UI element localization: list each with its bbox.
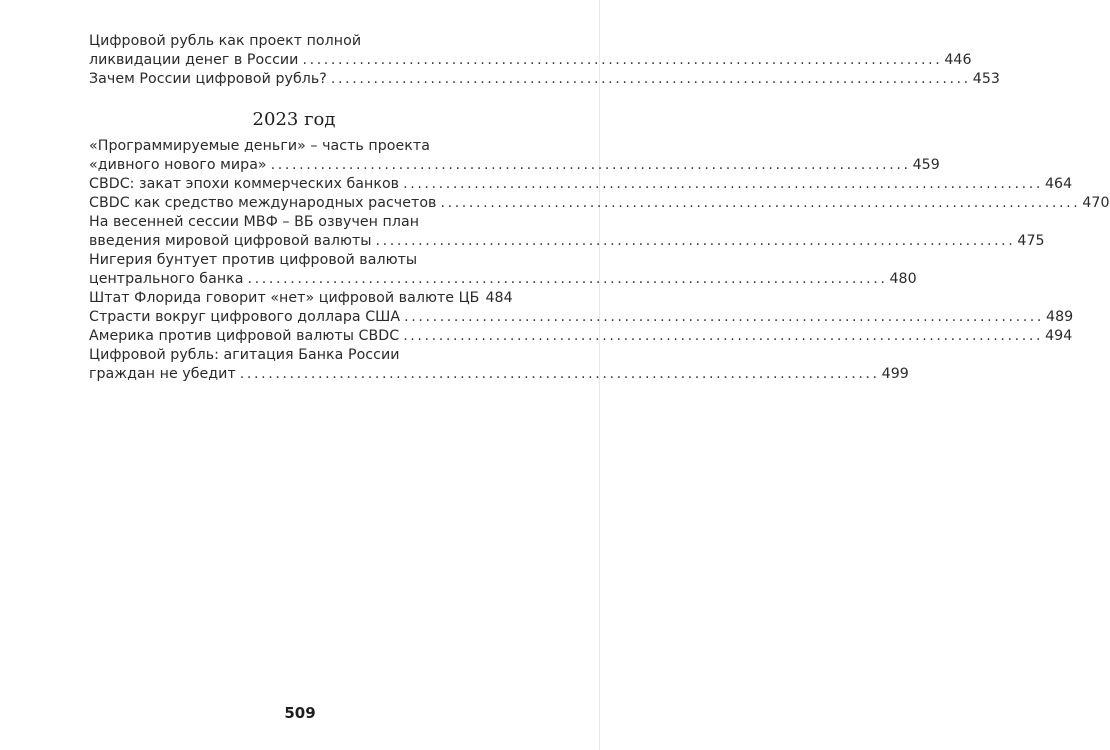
toc-entry: [89, 175, 1073, 194]
toc-entry-title-line: «дивного нового мира»: [89, 157, 267, 173]
toc-entry-title-line: «Программируемые деньги» – часть проекта: [89, 138, 430, 154]
dot-leader: ..........................................................................................: [440, 195, 1081, 211]
toc-entry-title-line: Страсти вокруг цифрового доллара США: [89, 309, 401, 325]
dot-leader: ..........................................................................................: [270, 157, 911, 173]
toc-entry-title-line: граждан не убедит: [89, 366, 236, 382]
toc-entry: [89, 251, 917, 289]
dot-leader: ..........................................................................................: [247, 271, 888, 287]
section-heading: 2023 год: [252, 109, 336, 130]
toc-entry: [89, 194, 1110, 213]
toc-entry-page: 446: [944, 52, 972, 68]
toc-entry-page: 470: [1082, 195, 1110, 211]
toc-entry: [89, 70, 1001, 89]
toc-entry-title-line: CBDC: закат эпохи коммерческих банков: [89, 176, 400, 192]
toc-entry-page: 480: [889, 271, 917, 287]
toc-entry-page: 489: [1046, 309, 1074, 325]
toc-entry-page: 475: [1017, 233, 1045, 249]
toc-entry: [89, 346, 909, 384]
toc-entry-page: 494: [1045, 328, 1073, 344]
toc-entry-title-line: ликвидации денег в России: [89, 52, 299, 68]
dot-leader: ..........................................................................................: [239, 366, 880, 382]
toc-entry-title-line: введения мировой цифровой валюты: [89, 233, 372, 249]
toc-entry-page: 484: [485, 290, 513, 306]
toc-entry-title-line: Америка против цифровой валюты CBDC: [89, 328, 400, 344]
toc-entry: [89, 308, 1074, 327]
toc-entry-page: 464: [1044, 176, 1073, 192]
table-of-contents: [89, 32, 1110, 384]
toc-entry-title-line: центрального банка: [89, 271, 244, 287]
dot-leader: ..........................................................................................: [302, 52, 943, 68]
toc-entry-title-line: Цифровой рубль как проект полной: [89, 33, 362, 49]
toc-entry-page: 453: [972, 71, 1001, 87]
dot-leader: ..........................................................................................: [330, 71, 971, 87]
toc-entry-title-line: Зачем России цифровой рубль?: [89, 71, 327, 87]
toc-entry-title-line: Цифровой рубль: агитация Банка России: [89, 347, 400, 363]
toc-entry: [89, 32, 972, 70]
toc-entry-title-line: Штат Флорида говорит «нет» цифровой валюте ЦБ: [89, 290, 480, 306]
toc-entry: [89, 137, 940, 175]
dot-leader: ..........................................................................................: [403, 176, 1043, 192]
dot-leader: ..........................................................................................: [375, 233, 1016, 249]
toc-entry: [89, 327, 1073, 346]
page-number: 509: [284, 704, 316, 722]
toc-entry-title-line: CBDC как средство международных расчетов: [89, 195, 437, 211]
toc-entry-title-line: Нигерия бунтует против цифровой валюты: [89, 252, 418, 268]
toc-entry-page: 499: [881, 366, 909, 382]
toc-entry-page: 459: [912, 157, 940, 173]
toc-entry: [89, 213, 1045, 251]
dot-leader: ..........................................................................................: [403, 328, 1044, 344]
toc-entry: [89, 289, 513, 308]
dot-leader: ..........................................................................................: [404, 309, 1045, 325]
toc-entry-title-line: На весенней сессии МВФ – ВБ озвучен план: [89, 214, 420, 230]
